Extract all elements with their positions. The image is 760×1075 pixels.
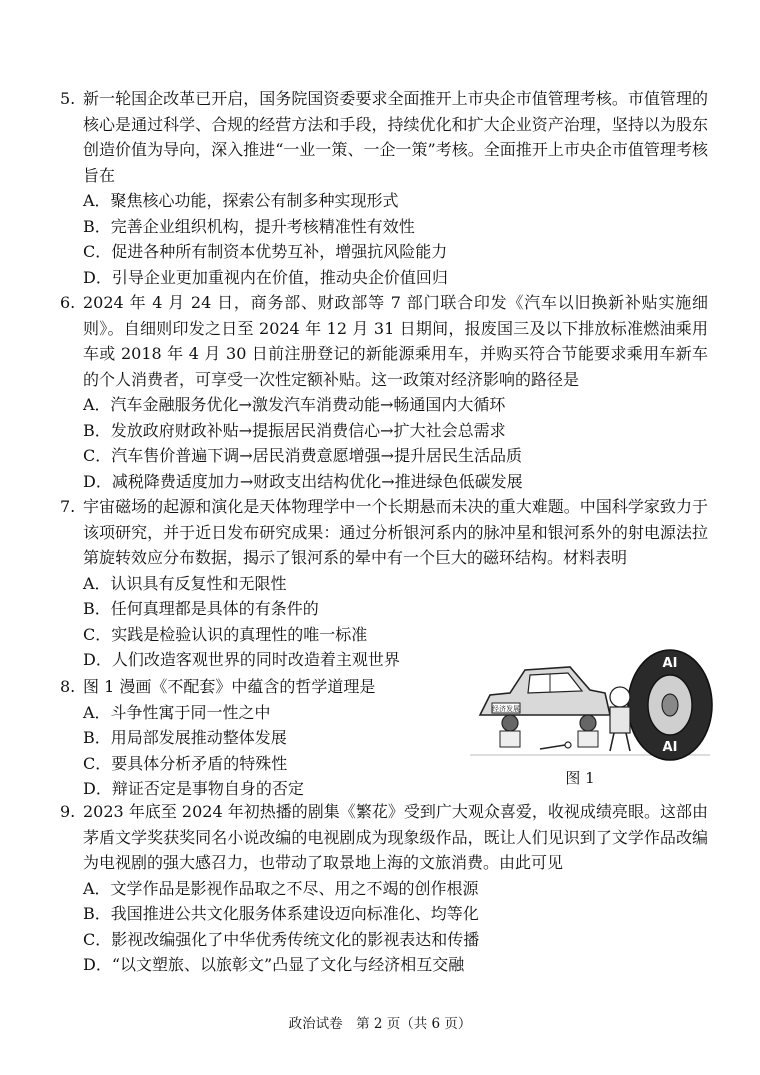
tire-text-bottom: AI: [662, 740, 678, 755]
question-text: 2024 年 4 月 24 日，商务部、财政部等 7 部门联合印发《汽车以旧换新补贴实施细则》。自细则印发之日至 2024 年 12 月 31 日期间，报废国三及以下排放标准燃油乘用车或 2018 年 4 月 30 日前注册登记的新能源乘用车，并购买符合节能要求乘用车新车的个人消费者，可享受一次性定额补贴。这一政策对经济影响的路径是: [83, 293, 708, 389]
question-number: 8.: [60, 677, 76, 696]
option-d: D．减税降费适度加力→财政支出结构优化→推进绿色低碳发展: [83, 471, 523, 491]
question-text: 2023 年底至 2024 年初热播的剧集《繁花》受到广大观众喜爱，收视成绩亮眼。这部由茅盾文学奖获奖同名小说改编的电视剧成为现象级作品，既让人们见识到了文学作品改编为电视剧的强大感召力，也带动了取景地上海的文旅消费。由此可见: [83, 802, 708, 872]
option-c: C．汽车售价普遍下调→居民消费意愿增强→提升居民生活品质: [83, 446, 523, 465]
option-b: B．任何真理都是具体的有条件的: [83, 599, 319, 618]
question-text: 宇宙磁场的起源和演化是天体物理学中一个长期悬而未决的重大难题。中国科学家致力于该项研究，并于近日发布研究成果：通过分析银河系内的脉冲星和银河系外的射电源法拉第旋转效应分布数据，揭示了银河系的晕中有一个巨大的磁环结构。材料表明: [83, 497, 708, 567]
figure-caption: 图 1: [565, 769, 595, 787]
question-number: 7.: [60, 497, 76, 516]
option-a: A．斗争性寓于同一性之中: [83, 702, 271, 722]
question-stem: [60, 494, 708, 571]
option-c: C．实践是检验认识的真理性的唯一标准: [83, 624, 368, 644]
option-a: A．汽车金融服务优化→激发汽车消费动能→畅通国内大循环: [83, 395, 506, 414]
question-stem: [60, 799, 708, 876]
question-stem: [60, 86, 708, 188]
car-sign-text: 经济发展: [492, 705, 520, 713]
option-d: D．引导企业更加重视内在价值，推动央企价值回归: [83, 267, 448, 287]
option-a: A．认识具有反复性和无限性: [83, 573, 287, 593]
option-b: B．用局部发展推动整体发展: [83, 728, 287, 747]
option-d: D．“以文塑旅、以旅彰文”凸显了文化与经济相互交融: [83, 955, 465, 974]
question-text: 新一轮国企改革已开启，国务院国资委要求全面推开上市央企市值管理考核。市值管理的核心是通过科学、合规的经营方法和手段，持续优化和扩大企业资产治理，坚持以为股东创造价值为导向，深入推进“一业一策、一企一策”考核。全面推开上市央企市值管理考核旨在: [83, 89, 708, 185]
option-c: C．影视改编强化了中华优秀传统文化的影视表达和传播: [83, 929, 480, 949]
option-d: D．人们改造客观世界的同时改造着主观世界: [83, 650, 400, 669]
option-c: C．要具体分析矛盾的特殊性: [83, 753, 288, 773]
question-stem: [60, 674, 460, 700]
question-text: 图 1 漫画《不配套》中蕴含的哲学道理是: [83, 677, 376, 696]
question-6: [60, 290, 708, 494]
question-5: [60, 86, 708, 290]
question-stem: [60, 290, 708, 392]
tire-text-top: AI: [662, 656, 678, 671]
question-8: [60, 674, 460, 802]
option-a: A．文学作品是影视作品取之不尽、用之不竭的创作根源: [83, 878, 479, 898]
figure-1: [470, 645, 720, 795]
page-footer: 政治试卷 第 2 页（共 6 页）: [288, 1016, 472, 1032]
question-9: [60, 799, 708, 978]
cartoon-illustration: [470, 645, 720, 765]
option-d: D．辩证否定是事物自身的否定: [83, 779, 304, 798]
option-b: B．完善企业组织机构，提升考核精准性有效性: [83, 216, 415, 236]
option-a: A．聚焦核心功能，探索公有制多种实现形式: [83, 191, 399, 210]
option-c: C．促进各种所有制资本优势互补，增强抗风险能力: [83, 242, 448, 261]
question-number: 9.: [60, 802, 76, 821]
question-number: 5.: [60, 89, 76, 108]
option-b: B．发放政府财政补贴→提振居民消费信心→扩大社会总需求: [83, 420, 506, 440]
option-b: B．我国推进公共文化服务体系建设迈向标准化、均等化: [83, 904, 479, 923]
question-number: 6.: [60, 293, 76, 312]
